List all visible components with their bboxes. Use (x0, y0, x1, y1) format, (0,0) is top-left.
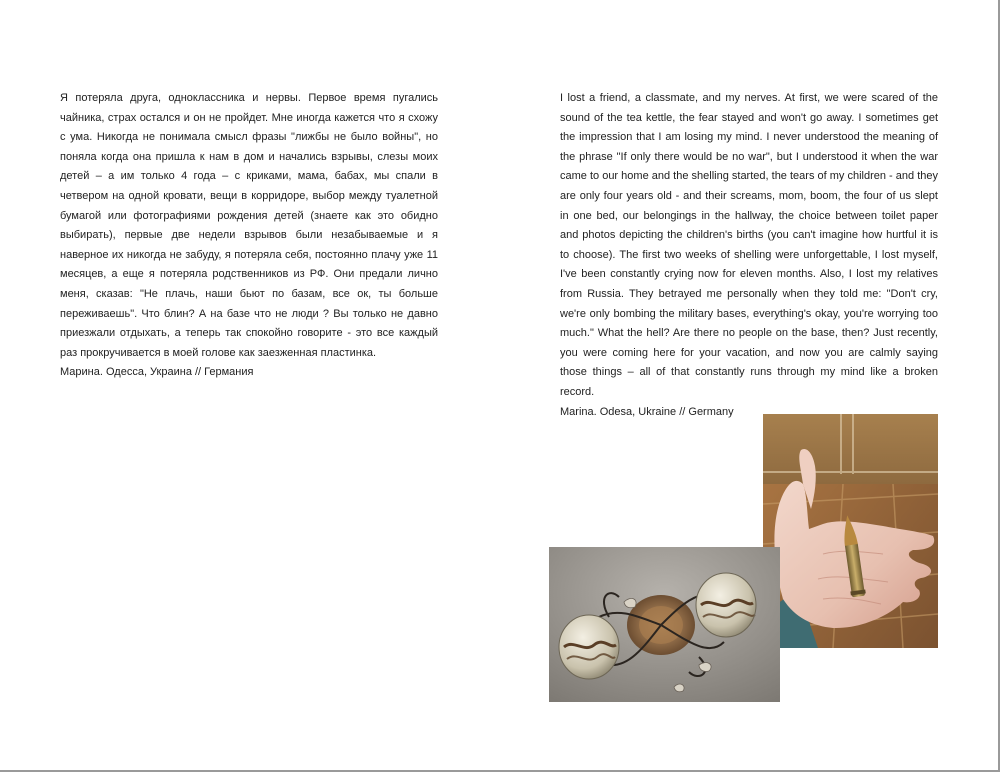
english-story-paragraph: I lost a friend, a classmate, and my nerves. At first, we were scared of the sound of the tea kettle, the fear stayed and won't go away. I sometimes get the impression that I am losing my mind. I never understood the meaning of the phrase "If only there would be no war", but I understood it when the war came to our home and the shelling started, the tears of my children - and they are only four years old - and their screams, mom, boom, the four of us slept in one bed, our belongings in the hallway, the choice between toilet paper and photos depicting the children's births (you can't imagine how hurtful it is to choose). The first two weeks of shelling were unforgettable, I lost myself, I've been constantly crying now for eleven months. Also, I lost my relatives from Russia. They betrayed me personally when they told me: "Don't cry, we're only bombing the military bases, everything's okay, you're worrying too much." What the hell? Are there no people on the base, then? Just recently, you were coming here for your vacation, and now you are calmly saying those things – all of that constantly runs through my mind like a broken record. (560, 92, 938, 398)
photo-hand-holding-bullet (763, 414, 938, 648)
photo-broken-chandelier (549, 547, 780, 702)
russian-story-paragraph: Я потеряла друга, одноклассника и нервы. Первое время пугались чайника, страх остался и он не пройдет. Мне иногда кажется что я схожу с ума. Никогда не понимала смысл фразы "лижбы не было войны", но поняла когда она пришла к нам в дом и начались взрывы, слезы моих детей – а им только 4 года – с криками, мама, бабах, мы спали в четвером на одной кровати, вещи в корридоре, выбор между туалетной бумагой или фотографиями рождения детей (знаете как это обидно выбирать), первые две недели взрывов были незабываемые и я наверное их никогда не забуду, я потеряла себя, постоянно плачу уже 11 месяцев, а еще я потеряла родственников из РФ. Они предали лично меня, сказав: "Не плачь, наши бьют по базам, все ок, ты больше переживаешь". Что блин? А на базе что не люди ? Вы только не давно приезжали отдыхать, а теперь так спокойно говорите - это все каждый раз прокручивается в моей голове как заезженная пластинка. (60, 92, 438, 359)
russian-text-column (60, 89, 438, 383)
english-text-column (560, 89, 938, 422)
english-signature: Marina. Odesa, Ukraine // Germany (560, 405, 734, 418)
russian-signature: Марина. Одесса, Украина // Германия (60, 366, 254, 379)
